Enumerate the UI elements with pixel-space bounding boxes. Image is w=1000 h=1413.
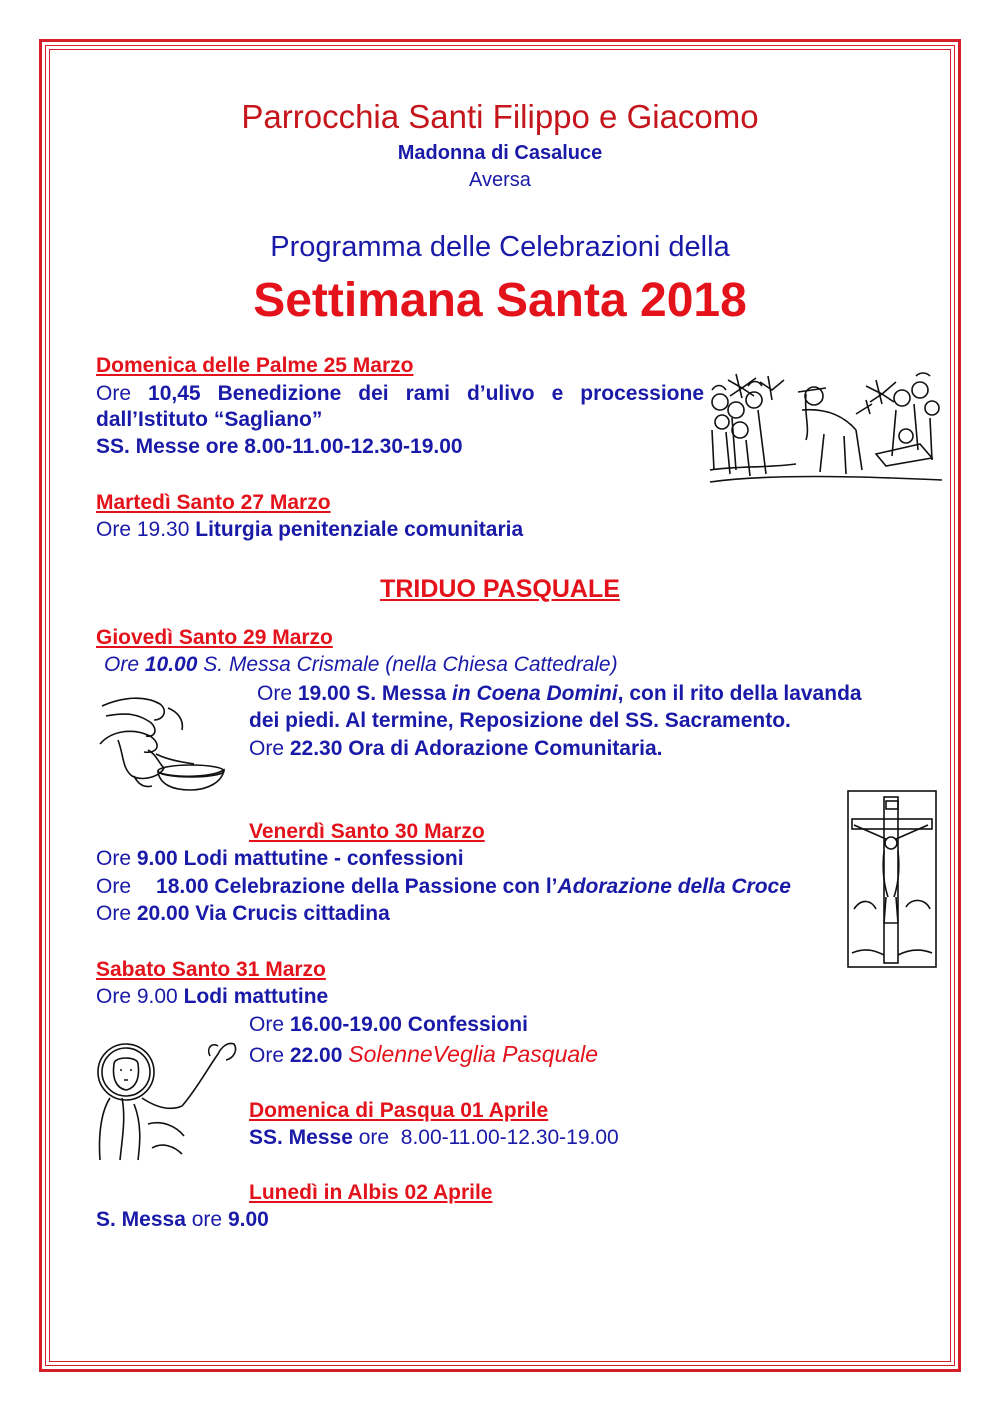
- martedi-heading: Martedì Santo 27 Marzo: [96, 491, 331, 514]
- sabato-line-2: [249, 1013, 528, 1037]
- venerdi-via-crucis: 20.00 Via Crucis cittadina: [136, 902, 390, 925]
- giovedi-adorazione: 22.30 Ora di Adorazione Comunitaria.: [289, 737, 663, 760]
- albis-line-1: [96, 1208, 269, 1232]
- giovedi-line-1: [104, 653, 618, 677]
- palm-procession-illustration: [706, 370, 944, 485]
- venerdi-ore-3: Ore: [96, 902, 132, 925]
- sabato-line-3: [249, 1041, 598, 1068]
- sabato-heading: Sabato Santo 31 Marzo: [96, 958, 326, 981]
- giovedi-line-2: [257, 682, 862, 706]
- parish-subtitle: Madonna di Casaluce: [397, 142, 603, 164]
- palme-ore: Ore: [96, 382, 132, 405]
- sabato-ore-1: Ore 9.00: [96, 985, 178, 1008]
- venerdi-heading: Venerdì Santo 30 Marzo: [249, 820, 485, 843]
- sabato-lodi: Lodi mattutine: [183, 985, 329, 1008]
- giovedi-crismale: S. Messa Crismale (nella Chiesa Cattedrale): [203, 653, 618, 676]
- albis-ore: ore: [191, 1208, 223, 1231]
- martedi-liturgy: Liturgia penitenziale comunitaria: [195, 518, 524, 541]
- foot-washing-illustration: [98, 684, 230, 794]
- sabato-time-3: 22.00: [289, 1044, 343, 1067]
- albis-heading: Lunedì in Albis 02 Aprile: [249, 1181, 493, 1204]
- venerdi-adorazione-croce: Adorazione della Croce: [557, 875, 791, 898]
- giovedi-ore-2: Ore: [257, 682, 293, 705]
- venerdi-line-1: [96, 847, 464, 871]
- venerdi-line-3: [96, 902, 390, 926]
- venerdi-passione: 18.00 Celebrazione della Passione con l’: [156, 875, 558, 898]
- palme-line-3: SS. Messe ore 8.00-11.00-12.30-19.00: [96, 435, 463, 458]
- program-heading: Programma delle Celebrazioni della: [270, 231, 730, 263]
- risen-christ-illustration: [92, 1028, 242, 1162]
- giovedi-ore-4: Ore: [249, 737, 285, 760]
- pasqua-messe: SS. Messe: [249, 1126, 353, 1149]
- triduo-heading: TRIDUO PASQUALE: [380, 575, 620, 603]
- giovedi-heading: Giovedì Santo 29 Marzo: [96, 626, 333, 649]
- giovedi-ore-1: Ore: [104, 653, 140, 676]
- giovedi-line-4: [249, 737, 663, 761]
- pasqua-heading: Domenica di Pasqua 01 Aprile: [249, 1099, 549, 1122]
- parish-city: Aversa: [469, 169, 531, 191]
- pasqua-times: ore 8.00-11.00-12.30-19.00: [358, 1126, 619, 1149]
- sabato-ore-3: Ore: [249, 1044, 285, 1067]
- giovedi-time-1: 10.00: [144, 653, 198, 676]
- albis-time: 9.00: [227, 1208, 269, 1231]
- parish-name: Parrocchia Santi Filippo e Giacomo: [241, 98, 759, 135]
- pasqua-line-1: [249, 1126, 619, 1150]
- albis-messa: S. Messa: [96, 1208, 186, 1231]
- palme-heading: Domenica delle Palme 25 Marzo: [96, 354, 414, 377]
- giovedi-messa: 19.00 S. Messa: [297, 682, 447, 705]
- venerdi-lodi: 9.00 Lodi mattutine - confessioni: [136, 847, 464, 870]
- palme-line-2: dall’Istituto “Sagliano”: [96, 408, 323, 431]
- palme-line-1: [96, 380, 704, 408]
- giovedi-line-3: dei piedi. Al termine, Reposizione del SS. Sacramento.: [249, 709, 791, 732]
- giovedi-lavanda: , con il rito della lavanda: [617, 682, 862, 705]
- sabato-ore-2: Ore: [249, 1013, 285, 1036]
- martedi-ore: Ore 19.30: [96, 518, 190, 541]
- venerdi-ore-1: Ore: [96, 847, 132, 870]
- crucifix-illustration: [846, 789, 938, 971]
- martedi-line-1: [96, 518, 523, 542]
- venerdi-line-2: [96, 875, 791, 899]
- venerdi-ore-2: Ore: [96, 875, 132, 898]
- sabato-confessioni: 16.00-19.00 Confessioni: [289, 1013, 528, 1036]
- palme-procession-text: 10,45 Benedizione dei rami d’ulivo e processione: [148, 382, 704, 405]
- giovedi-coena-domini: in Coena Domini: [451, 682, 618, 705]
- page-title: Settimana Santa 2018: [253, 274, 747, 327]
- sabato-line-1: [96, 985, 328, 1009]
- sabato-veglia: SolenneVeglia Pasquale: [348, 1041, 599, 1067]
